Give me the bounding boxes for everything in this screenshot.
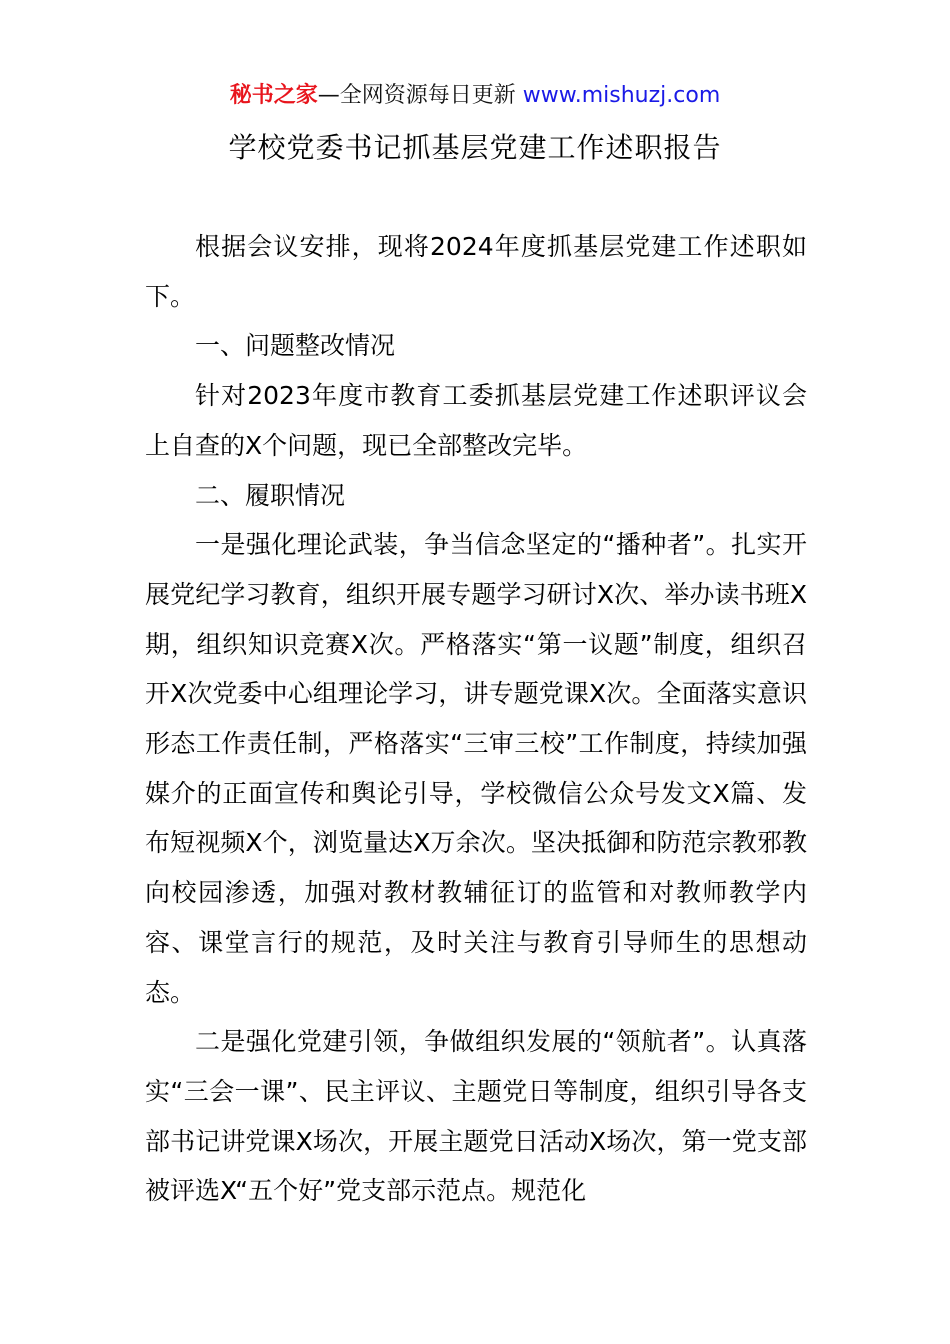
- section-heading-rectification: 一、问题整改情况: [195, 331, 396, 361]
- site-tagline: —全网资源每日更新: [317, 83, 523, 108]
- section-heading-duties: 二、履职情况: [195, 480, 346, 510]
- paragraph-theory: 一是强化理论武装，争当信念坚定的“播种者”。扎实开展党纪学习教育，组织开展专题学习研讨X次、举办读书班X期，组织知识竞赛X次。严格落实“第一议题”制度，组织召开X次党委中心组理论学习，讲专题党课X次。全面落实意识形态工作责任制，严格落实“三审三校”工作制度，持续加强媒介的正面宣传和舆论引导，学校微信公众号发文X篇、发布短视频X个，浏览量达X万余次。坚决抵御和防范宗教邪教向校园渗透，加强对教材教辅征订的监管和对教师教学内容、课堂言行的规范，及时关注与教育引导师生的思想动态。: [145, 530, 807, 1007]
- paragraph-intro: 根据会议安排，现将2024年度抓基层党建工作述职如下。: [145, 232, 807, 311]
- site-brand: 秘书之家: [229, 83, 318, 108]
- paragraph-party-building: 二是强化党建引领，争做组织发展的“领航者”。认真落实“三会一课”、民主评议、主题党日等制度，组织引导各支部书记讲党课X场次，开展主题党日活动X场次，第一党支部被评选X“五个好”党支部示范点。规范化: [145, 1027, 807, 1206]
- site-header: [0, 80, 950, 112]
- document-body: [145, 222, 807, 1216]
- site-url: www.mishuzj.com: [522, 83, 721, 108]
- paragraph-rectification: 针对2023年度市教育工委抓基层党建工作述职评议会上自查的X个问题，现已全部整改完毕。: [145, 381, 807, 460]
- document-title: 学校党委书记抓基层党建工作述职报告: [228, 131, 722, 164]
